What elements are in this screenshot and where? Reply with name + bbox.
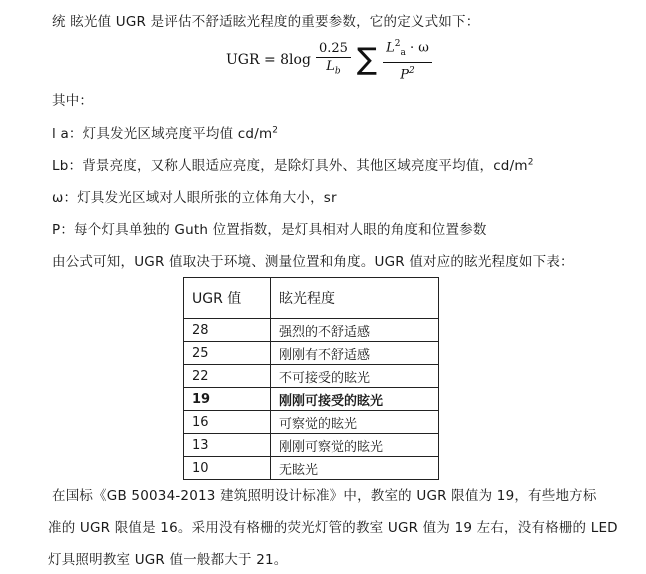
header-glare-level: 眩光程度 xyxy=(271,278,439,319)
cell-desc: 刚刚可接受的眩光 xyxy=(271,388,439,411)
ugr-formula xyxy=(226,39,434,83)
table-intro: 由公式可知，UGR 值取决于环境、测量位置和角度。UGR 值对应的眩光程度如下表： xyxy=(52,254,574,270)
sum-symbol: ∑ xyxy=(356,42,378,77)
cell-desc: 不可接受的眩光 xyxy=(271,365,439,388)
paragraph-line-1: 在国标《GB 50034-2013 建筑照明设计标准》中，教室的 UGR 限值为 19，有些地方标 xyxy=(52,488,597,504)
ugr-glare-table xyxy=(183,277,439,480)
header-ugr-value: UGR 值 xyxy=(184,278,271,319)
cell-value: 13 xyxy=(184,434,271,457)
cell-value: 25 xyxy=(184,342,271,365)
cell-value: 10 xyxy=(184,457,271,480)
table-row xyxy=(184,342,439,365)
cell-desc: 刚刚可察觉的眩光 xyxy=(271,434,439,457)
formula-frac1-denominator: $L_b$ xyxy=(326,58,341,77)
formula-frac2-numerator: $L^2_a \cdot \omega$ xyxy=(383,37,432,63)
table-row xyxy=(184,434,439,457)
intro-text: 统 眩光值 UGR 是评估不舒适眩光程度的重要参数，它的定义式如下： xyxy=(52,14,480,30)
cell-desc: 刚刚有不舒适感 xyxy=(271,342,439,365)
def-omega: ω：灯具发光区域对人眼所张的立体角大小，sr xyxy=(52,190,337,206)
table-row xyxy=(184,411,439,434)
def-lb: Lb：背景亮度，又称人眼适应亮度，是除灯具外、其他区域亮度平均值，$cd/m^2$ xyxy=(52,157,534,174)
cell-value: 16 xyxy=(184,411,271,434)
paragraph-line-3: 灯具照明教室 UGR 值一般都大于 21。 xyxy=(48,552,288,568)
where-label: 其中： xyxy=(52,93,94,109)
cell-desc: 可察觉的眩光 xyxy=(271,411,439,434)
cell-value: 28 xyxy=(184,319,271,342)
formula-frac1-numerator: 0.25 xyxy=(316,41,351,58)
table-row xyxy=(184,457,439,480)
formula-lhs: UGR = 8log xyxy=(226,52,311,68)
cell-desc: 无眩光 xyxy=(271,457,439,480)
table-header-row xyxy=(184,278,439,319)
table-row xyxy=(184,319,439,342)
table-row xyxy=(184,365,439,388)
formula-fraction-2 xyxy=(383,37,432,82)
cell-value: 19 xyxy=(184,388,271,411)
table-row-highlighted xyxy=(184,388,439,411)
cell-value: 22 xyxy=(184,365,271,388)
cell-desc: 强烈的不舒适感 xyxy=(271,319,439,342)
def-p: P：每个灯具单独的 Guth 位置指数，是灯具相对人眼的角度和位置参数 xyxy=(52,222,487,238)
paragraph-line-2: 准的 UGR 限值是 16。采用没有格栅的荧光灯管的教室 UGR 值为 19 左右，没有格栅的 LED xyxy=(48,520,618,536)
formula-frac2-denominator: $P^2$ xyxy=(400,66,415,83)
def-la: l a：灯具发光区域亮度平均值 $cd/m^2$ xyxy=(52,125,279,142)
formula-fraction-1 xyxy=(316,41,351,80)
